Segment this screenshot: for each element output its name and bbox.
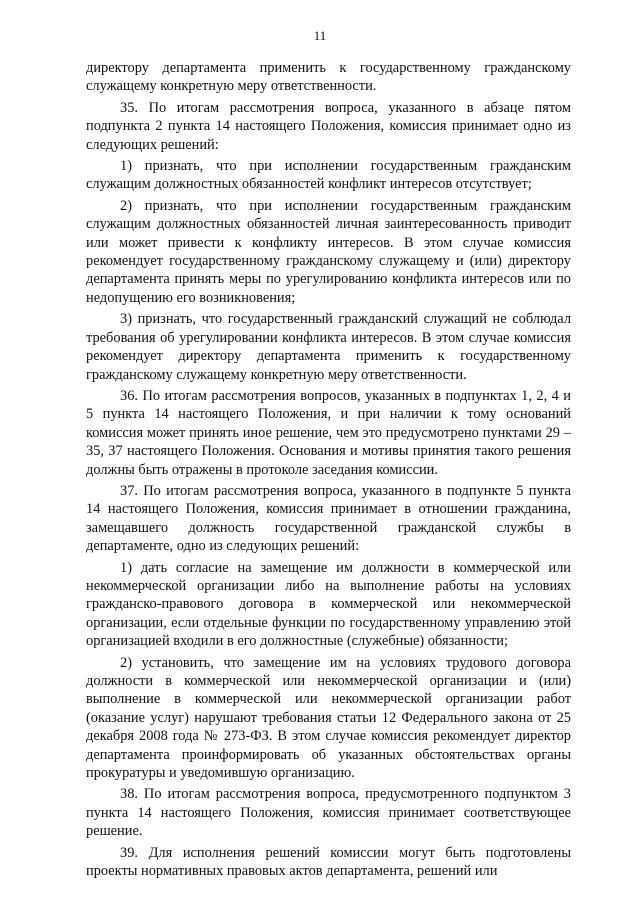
paragraph-35: 35. По итогам рассмотрения вопроса, указанного в абзаце пятом подпункта 2 пункта 14 настоящего Положения, комиссия принимает одно из следующих решений: bbox=[86, 99, 571, 153]
paragraph-continuation: директору департамента применить к государственному гражданскому служащему конкретную меру ответственности. bbox=[86, 60, 571, 95]
paragraph-39: 39. Для исполнения решений комиссии могут быть подготовлены проекты нормативных правовых актов департамента, решений или bbox=[86, 844, 571, 880]
paragraph-36: 36. По итогам рассмотрения вопросов, указанных в подпунктах 1, 2, 4 и 5 пункта 14 настоящего Положения, и при наличии к тому оснований комиссия может принять иное решение, чем это предусмотрено пунктами 29 – 35, 37 настоящего Положения. Основания и мотивы принятия такого решения должны быть отражены в протоколе заседания комиссии. bbox=[86, 387, 571, 478]
paragraph-35-item-2: 2) признать, что при исполнении государственным гражданским служащим должностных обязанностей личная заинтересованность приводит или может привести к конфликту интересов. В этом случае комиссия рекомендует государственному гражданскому служащему и (или) директору департамента принять меры по урегулированию конфликта интересов или по недопущению его возникновения; bbox=[86, 197, 571, 306]
paragraph-37: 37. По итогам рассмотрения вопроса, указанного в подпункте 5 пункта 14 настоящего Положения, комиссия принимает в отношении гражданина, замещавшего должность государственной гражданской службы в департаменте, одно из следующих решений: bbox=[86, 482, 571, 555]
paragraph-38: 38. По итогам рассмотрения вопроса, предусмотренного подпунктом 3 пункта 14 настоящего Положения, комиссия принимает соответствующее решение. bbox=[86, 786, 571, 840]
page-number: 11 bbox=[313, 28, 327, 43]
document-body bbox=[86, 59, 571, 883]
paragraph-35-item-3: 3) признать, что государственный гражданский служащий не соблюдал требования об урегулировании конфликта интересов. В этом случае комиссия рекомендует директору департамента применить к государственному гражданскому служащему конкретную меру ответственности. bbox=[86, 311, 571, 383]
paragraph-37-item-2: 2) установить, что замещение им на условиях трудового договора должности в коммерческой или некоммерческой организации и (или) выполнение в коммерческой или некоммерческой организации работ (оказание услуг) нарушают требования статьи 12 Федерального закона от 25 декабря 2008 года № 273-ФЗ. В этом случае комиссия рекомендует директор департамента проинформировать об указанных обстоятельствах органы прокуратуры и уведомившую организацию. bbox=[86, 654, 571, 782]
paragraph-37-item-1: 1) дать согласие на замещение им должности в коммерческой или некоммерческой организации либо на выполнение работы на условиях гражданско-правового договора в коммерческой или некоммерческой организации, если отдельные функции по государственному управлению этой организацией входили в его должностные (служебные) обязанности; bbox=[86, 559, 571, 650]
paragraph-35-item-1: 1) признать, что при исполнении государственным гражданским служащим должностных обязанностей конфликт интересов отсутствует; bbox=[86, 158, 571, 193]
